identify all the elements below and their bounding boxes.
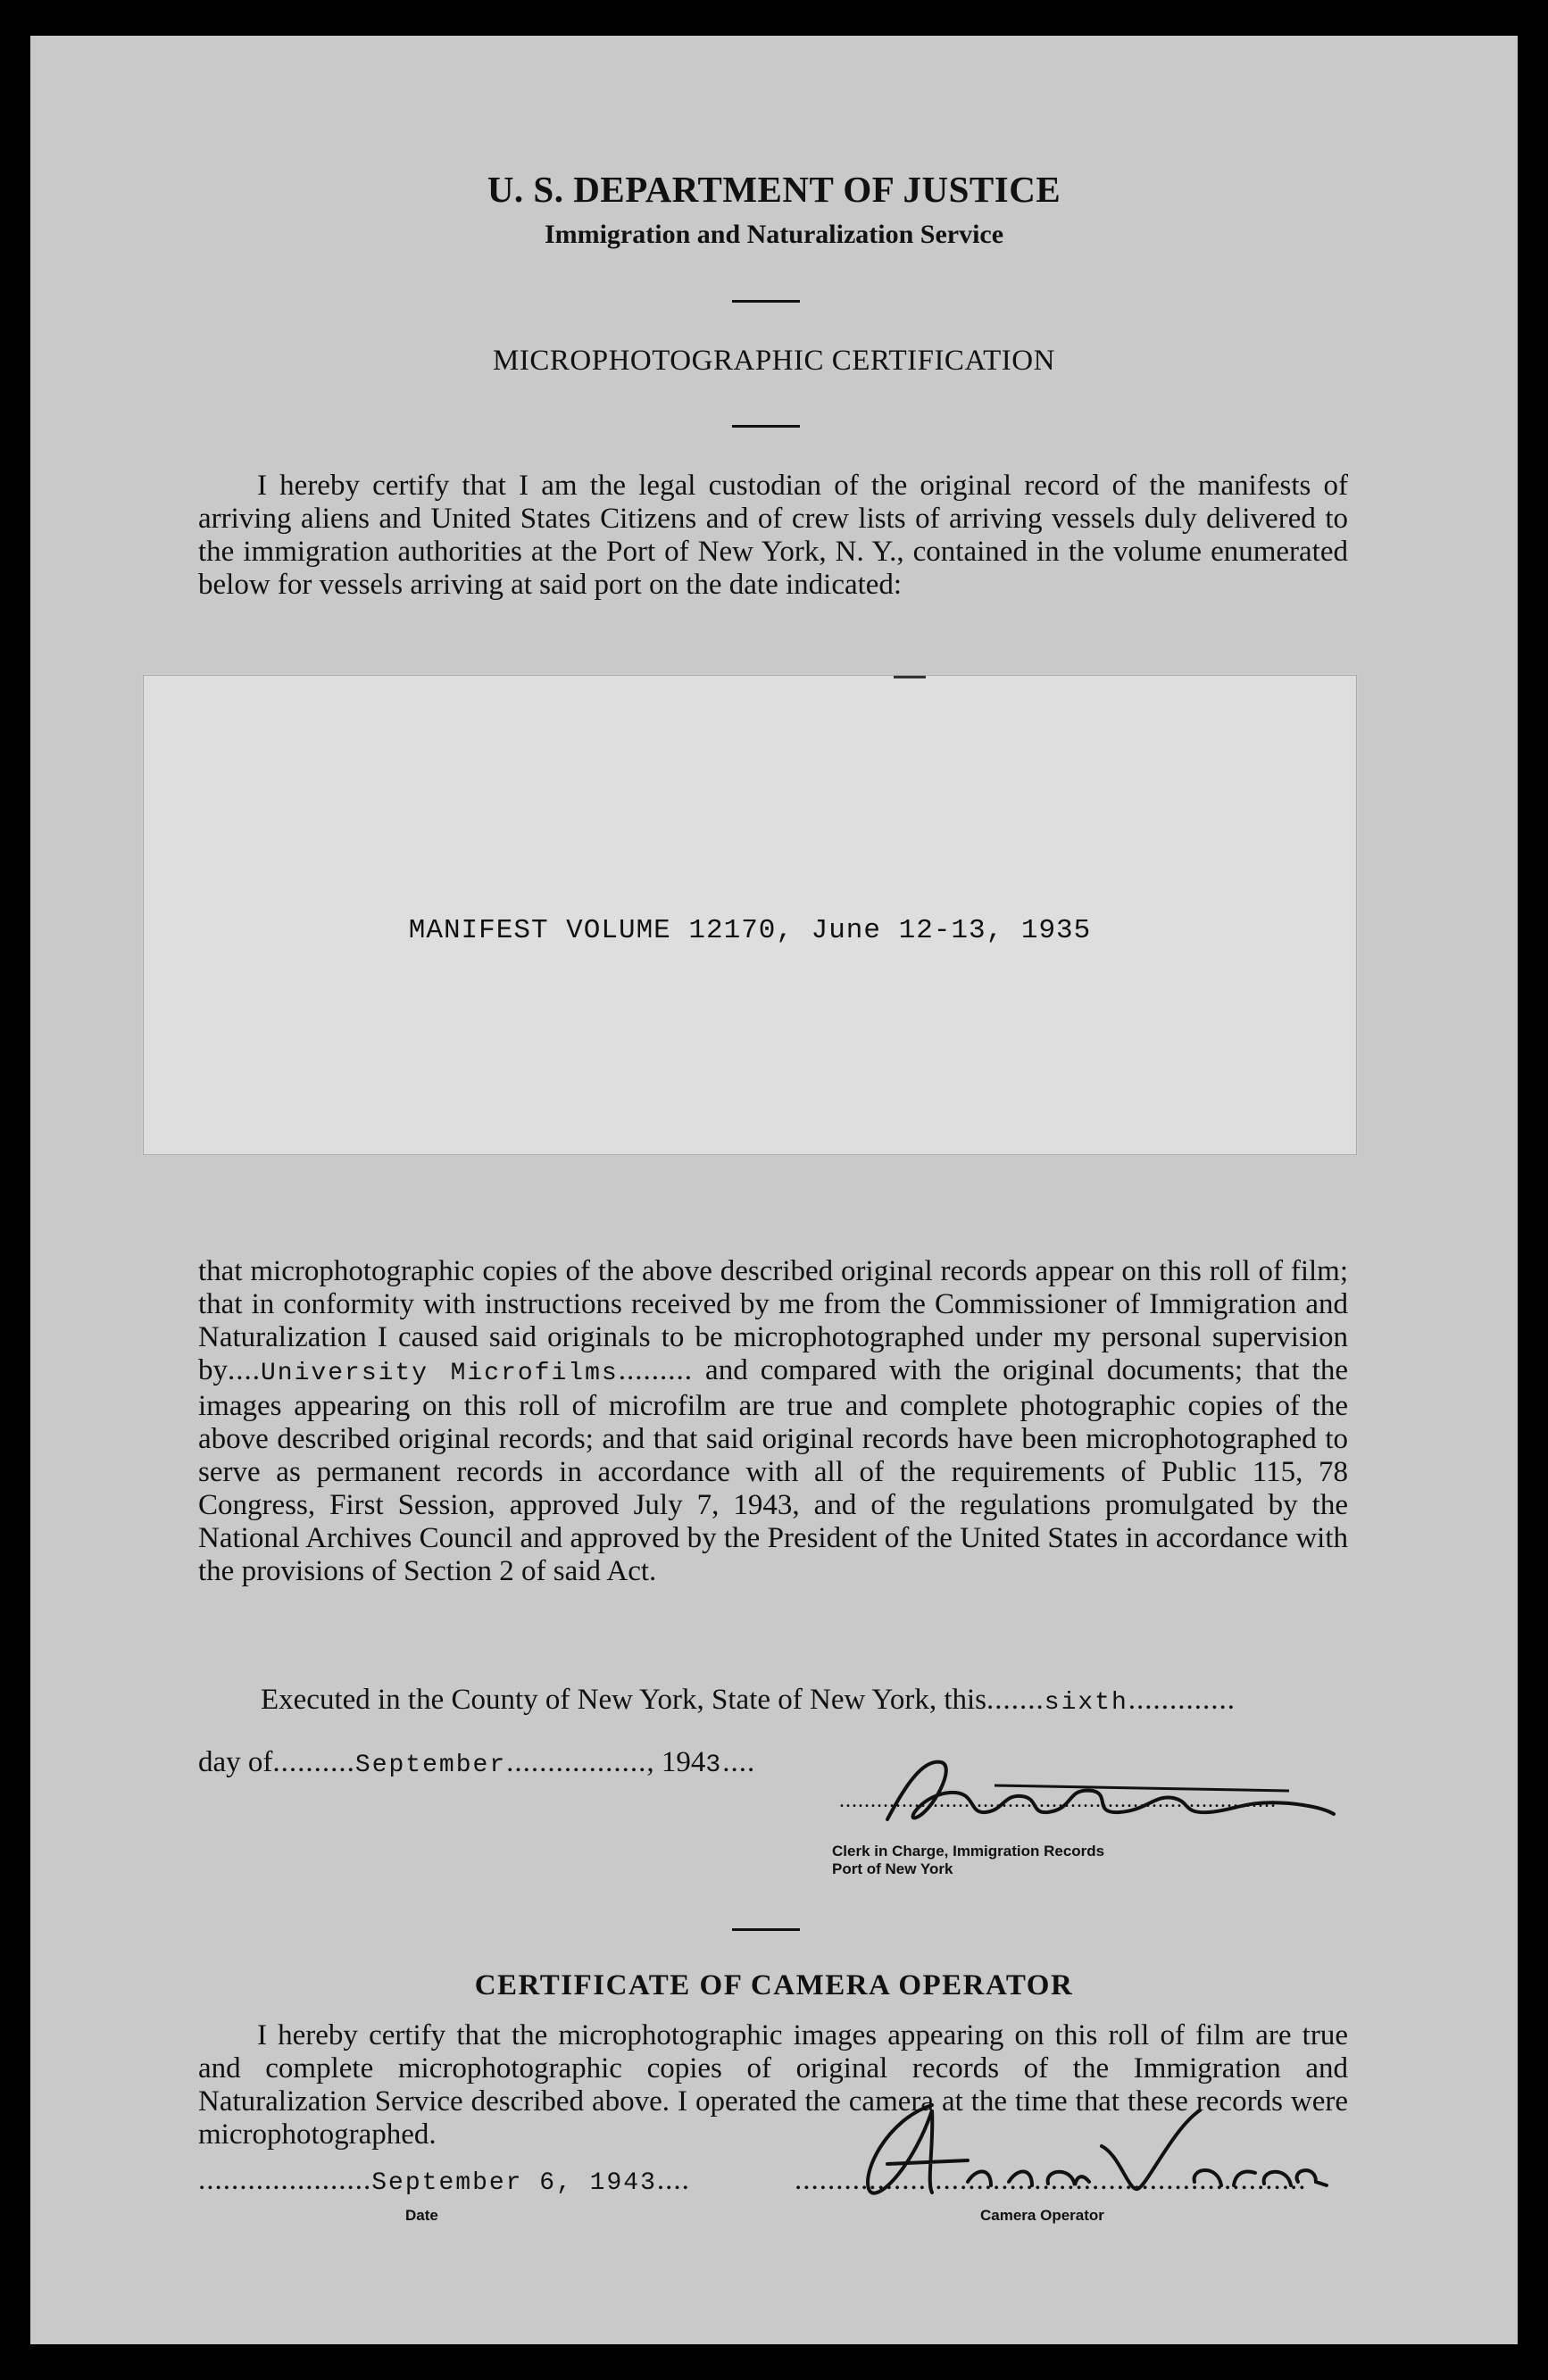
clerk-signature-line: ...................................................................... bbox=[839, 1789, 1277, 1812]
date-line: .....................September 6, 1943.... bbox=[198, 2164, 690, 2197]
operator-date: September 6, 1943 bbox=[371, 2169, 657, 2197]
body-paragraph: that microphotographic copies of the above described original records appear on this roll of film; that in conformity with instructions received by me from the Commissioner of Immigration and Naturalization I caused said originals to be microphotographed under my personal supervision by....University Microfilms......... and compared with the original documents; that the images appearing on this roll of microfilm are true and complete photographic copies of the above described original records; and that said original records have been microphotographed to serve as permanent records in accordance with all of the requirements of Public 115, 78 Congress, First Session, approved July 7, 1943, and of the regulations promulgated by the National Archives Council and approved by the President of the United States in accordance with the provisions of Section 2 of said Act. bbox=[198, 1255, 1349, 1587]
divider bbox=[732, 1928, 800, 1931]
manifest-volume-text: MANIFEST VOLUME 12170, June 12-13, 1935 bbox=[408, 915, 1092, 946]
operator-label: Camera Operator bbox=[980, 2207, 1104, 2224]
executed-day: sixth bbox=[1044, 1689, 1128, 1717]
manifest-card bbox=[143, 675, 1357, 1155]
intro-text: I hereby certify that I am the legal custodian of the original record of the manifests of arriving aliens and United States Citizens and of crew lists of arriving vessels duly delivered to the immigration authorities at the Port of New York, N. Y., contained in the volume enumerated below for vessels arriving at said port on the date indicated: bbox=[198, 470, 1348, 601]
intro-paragraph bbox=[198, 470, 1348, 602]
clerk-title bbox=[832, 1843, 1104, 1878]
photographer-name: University Microfilms bbox=[261, 1360, 619, 1387]
body-text-part1: that microphotographic copies of the above described original records appear on this roll of film; that in conformity with instructions received by me from the Commissioner of Immigration and Naturalization I caused said originals to be microphotographed under my personal supervision by bbox=[198, 1255, 1348, 1386]
operator-statement: I hereby certify that the microphotographic images appearing on this roll of film are true and complete microphotographic copies of original records of the Immigration and Naturalization Service described above. I operated the camera at the time that these records were microphotographed. bbox=[198, 2019, 1348, 2151]
operator-signature-line: .............................................................. bbox=[795, 2164, 1307, 2196]
day-of-line: day of..........September................., 1943.... bbox=[198, 1746, 756, 1779]
card-tick-mark bbox=[894, 676, 926, 678]
certificate-page bbox=[30, 36, 1518, 2344]
operator-signature-image bbox=[834, 2093, 1334, 2209]
clerk-signature-image bbox=[870, 1732, 1343, 1839]
executed-month: September bbox=[354, 1752, 507, 1779]
date-label: Date bbox=[405, 2207, 438, 2224]
clerk-title-line2: Port of New York bbox=[832, 1860, 953, 1877]
executed-prefix: Executed in the County of New York, State of New York, this bbox=[261, 1684, 987, 1716]
executed-year-prefix: , 194 bbox=[646, 1746, 706, 1778]
operator-heading: CERTIFICATE OF CAMERA OPERATOR bbox=[474, 1969, 1074, 2001]
body-text-part2: and compared with the original documents; that the images appearing on this roll of microfilm are true and complete photographic copies of the above described original records; and that said original records have been microphotographed to serve as permanent records in accordance with all of the requirements of Public 115, 78 Congress, First Session, approved July 7, 1943, and of the regulations promulgated by the National Archives Council and approved by the President of the United States in accordance with the provisions of Section 2 of said Act. bbox=[198, 1354, 1349, 1587]
executed-year-digit: 3 bbox=[705, 1752, 723, 1779]
service-heading: Immigration and Naturalization Service bbox=[544, 220, 1004, 249]
department-heading: U. S. DEPARTMENT OF JUSTICE bbox=[487, 169, 1061, 210]
certification-title: MICROPHOTOGRAPHIC CERTIFICATION bbox=[493, 345, 1055, 377]
clerk-title-line1: Clerk in Charge, Immigration Records bbox=[832, 1843, 1105, 1860]
divider bbox=[732, 300, 800, 303]
day-of-label: day of bbox=[198, 1746, 273, 1778]
divider bbox=[732, 425, 800, 428]
executed-line: Executed in the County of New York, State of New York, this.......sixth............. bbox=[261, 1684, 1236, 1717]
